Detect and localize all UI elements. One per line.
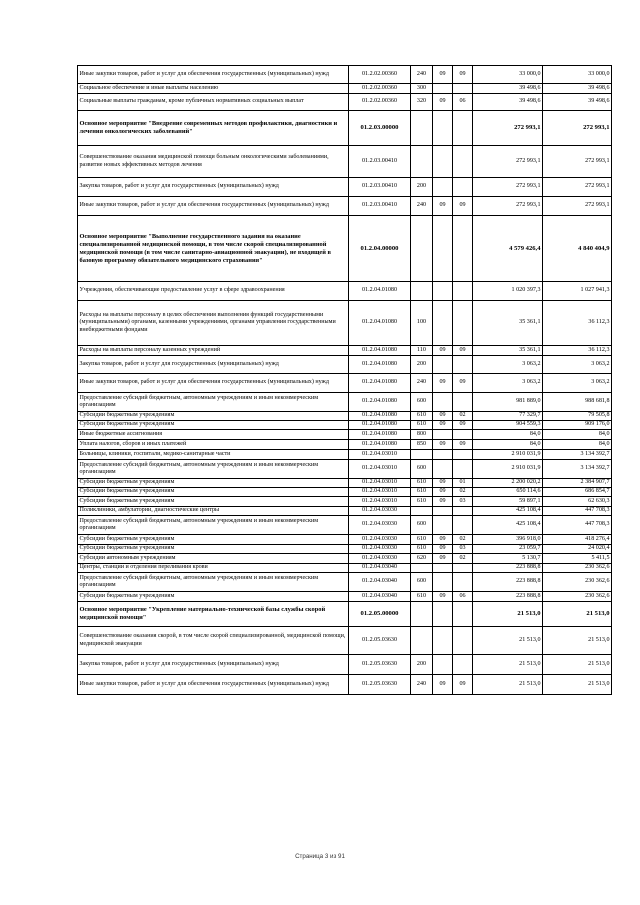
table-row xyxy=(78,535,612,545)
expense-type-code: 610 xyxy=(411,488,433,497)
expense-name: Основное мероприятие "Укрепление материально-технической базы службы скорой медицинской помощи" xyxy=(78,602,349,627)
expense-name: Совершенствование оказания медицинской помощи больным онкологическими заболеваниями, развитие новых эффективных методов лечения xyxy=(78,146,349,178)
amount-year-1: 425 108,4 xyxy=(473,516,543,535)
expense-type-code: 800 xyxy=(411,430,433,440)
target-article-code: 01.2.03.00410 xyxy=(349,197,411,216)
amount-year-2: 3 063,2 xyxy=(543,374,612,393)
expense-name: Больницы, клиники, госпитали, медико-санитарные части xyxy=(78,450,349,460)
amount-year-2: 230 362,6 xyxy=(543,592,612,602)
target-article-code: 01.2.04.03010 xyxy=(349,460,411,479)
expense-name: Расходы на выплаты персоналу казенных учреждений xyxy=(78,346,349,356)
subsection-code xyxy=(453,216,473,282)
expense-name: Субсидии бюджетным учреждениям xyxy=(78,421,349,430)
target-article-code: 01.2.04.01080 xyxy=(349,412,411,421)
target-article-code: 01.2.05.00000 xyxy=(349,602,411,627)
target-article-code: 01.2.05.03630 xyxy=(349,655,411,675)
section-code: 09 xyxy=(433,535,453,545)
subsection-code xyxy=(453,111,473,146)
target-article-code: 01.2.02.00360 xyxy=(349,94,411,111)
expense-type-code: 600 xyxy=(411,516,433,535)
expense-name: Социальные выплаты гражданам, кроме публичных нормативных социальных выплат xyxy=(78,94,349,111)
target-article-code: 01.2.04.00000 xyxy=(349,216,411,282)
subsection-code xyxy=(453,655,473,675)
target-article-code: 01.2.04.03030 xyxy=(349,507,411,516)
section-code: 09 xyxy=(433,545,453,554)
section-code: 09 xyxy=(433,374,453,393)
subsection-code: 09 xyxy=(453,421,473,430)
subsection-code xyxy=(453,393,473,412)
expense-name: Субсидии бюджетным учреждениям xyxy=(78,479,349,488)
expense-name: Субсидии бюджетным учреждениям xyxy=(78,545,349,554)
section-code xyxy=(433,146,453,178)
amount-year-1: 2 910 031,9 xyxy=(473,450,543,460)
table-row xyxy=(78,146,612,178)
expense-type-code: 600 xyxy=(411,573,433,592)
amount-year-2: 447 708,3 xyxy=(543,507,612,516)
amount-year-2: 988 681,8 xyxy=(543,393,612,412)
subsection-code: 09 xyxy=(453,675,473,695)
expense-type-code: 240 xyxy=(411,374,433,393)
amount-year-1: 21 513,0 xyxy=(473,675,543,695)
amount-year-2: 418 276,4 xyxy=(543,535,612,545)
amount-year-1: 2 200 020,2 xyxy=(473,479,543,488)
table-row xyxy=(78,554,612,564)
table-row xyxy=(78,178,612,197)
expense-name: Субсидии бюджетным учреждениям xyxy=(78,412,349,421)
subsection-code: 09 xyxy=(453,440,473,450)
target-article-code: 01.2.04.01080 xyxy=(349,393,411,412)
table-row xyxy=(78,197,612,216)
amount-year-2: 272 993,1 xyxy=(543,111,612,146)
expense-name: Предоставление субсидий бюджетным, автономным учреждениям и иным некоммерческим организациям xyxy=(78,573,349,592)
amount-year-1: 21 513,0 xyxy=(473,602,543,627)
expense-name: Предоставление субсидий бюджетным, автономным учреждениям и иным некоммерческим организациям xyxy=(78,516,349,535)
section-code: 09 xyxy=(433,421,453,430)
amount-year-2: 1 027 941,3 xyxy=(543,282,612,301)
expense-type-code xyxy=(411,450,433,460)
table-row xyxy=(78,564,612,573)
section-code xyxy=(433,393,453,412)
section-code: 09 xyxy=(433,488,453,497)
section-code xyxy=(433,216,453,282)
amount-year-1: 223 888,8 xyxy=(473,573,543,592)
subsection-code: 06 xyxy=(453,94,473,111)
amount-year-1: 223 888,8 xyxy=(473,592,543,602)
expense-type-code: 600 xyxy=(411,393,433,412)
subsection-code xyxy=(453,602,473,627)
section-code xyxy=(433,84,453,94)
expense-name: Уплата налогов, сборов и иных платежей xyxy=(78,440,349,450)
subsection-code xyxy=(453,146,473,178)
subsection-code xyxy=(453,450,473,460)
amount-year-2: 230 362,6 xyxy=(543,564,612,573)
expense-type-code: 610 xyxy=(411,497,433,507)
amount-year-1: 1 020 397,3 xyxy=(473,282,543,301)
expense-type-code: 240 xyxy=(411,197,433,216)
target-article-code: 01.2.04.03010 xyxy=(349,488,411,497)
expense-type-code xyxy=(411,602,433,627)
section-code: 09 xyxy=(433,197,453,216)
expense-name: Закупка товаров, работ и услуг для государственных (муниципальных) нужд xyxy=(78,178,349,197)
target-article-code: 01.2.04.01080 xyxy=(349,346,411,356)
section-code xyxy=(433,356,453,374)
amount-year-1: 59 897,1 xyxy=(473,497,543,507)
target-article-code: 01.2.04.03040 xyxy=(349,573,411,592)
section-code xyxy=(433,516,453,535)
amount-year-2: 21 513,0 xyxy=(543,655,612,675)
subsection-code xyxy=(453,356,473,374)
amount-year-1: 21 513,0 xyxy=(473,655,543,675)
amount-year-1: 5 130,7 xyxy=(473,554,543,564)
target-article-code: 01.2.02.00360 xyxy=(349,66,411,84)
section-code xyxy=(433,282,453,301)
amount-year-1: 396 918,0 xyxy=(473,535,543,545)
amount-year-2: 36 112,3 xyxy=(543,346,612,356)
amount-year-2: 272 993,1 xyxy=(543,146,612,178)
amount-year-1: 3 063,2 xyxy=(473,356,543,374)
table-row xyxy=(78,84,612,94)
target-article-code: 01.2.04.01080 xyxy=(349,440,411,450)
table-row xyxy=(78,66,612,84)
expense-name: Предоставление субсидий бюджетным, автономным учреждениям и иным некоммерческим организациям xyxy=(78,460,349,479)
expense-name: Субсидии автономным учреждениям xyxy=(78,554,349,564)
table-row xyxy=(78,216,612,282)
expense-type-code: 610 xyxy=(411,479,433,488)
amount-year-1: 39 498,6 xyxy=(473,94,543,111)
section-code: 09 xyxy=(433,440,453,450)
table-row xyxy=(78,412,612,421)
amount-year-1: 35 361,1 xyxy=(473,301,543,346)
target-article-code: 01.2.04.03030 xyxy=(349,535,411,545)
subsection-code xyxy=(453,84,473,94)
target-article-code: 01.2.04.01080 xyxy=(349,421,411,430)
expense-type-code xyxy=(411,111,433,146)
table-row xyxy=(78,460,612,479)
target-article-code: 01.2.04.03010 xyxy=(349,479,411,488)
amount-year-2: 33 000,0 xyxy=(543,66,612,84)
section-code xyxy=(433,573,453,592)
expense-type-code xyxy=(411,282,433,301)
section-code xyxy=(433,301,453,346)
amount-year-1: 84,0 xyxy=(473,440,543,450)
table-row xyxy=(78,655,612,675)
target-article-code: 01.2.04.01080 xyxy=(349,301,411,346)
expense-type-code: 240 xyxy=(411,675,433,695)
table-row xyxy=(78,111,612,146)
subsection-code: 09 xyxy=(453,66,473,84)
target-article-code: 01.2.03.00410 xyxy=(349,178,411,197)
amount-year-2: 447 708,3 xyxy=(543,516,612,535)
expense-name: Субсидии бюджетным учреждениям xyxy=(78,535,349,545)
table-row xyxy=(78,356,612,374)
expense-type-code: 200 xyxy=(411,356,433,374)
amount-year-2: 21 513,0 xyxy=(543,675,612,695)
amount-year-2: 3 134 392,7 xyxy=(543,460,612,479)
subsection-code xyxy=(453,178,473,197)
expense-type-code: 600 xyxy=(411,460,433,479)
target-article-code: 01.2.05.03630 xyxy=(349,627,411,655)
section-code xyxy=(433,627,453,655)
target-article-code: 01.2.04.03010 xyxy=(349,450,411,460)
section-code xyxy=(433,564,453,573)
target-article-code: 01.2.04.03040 xyxy=(349,564,411,573)
amount-year-1: 35 361,1 xyxy=(473,346,543,356)
page-footer: Страница 3 из 91 xyxy=(295,853,345,860)
subsection-code: 03 xyxy=(453,545,473,554)
expense-name: Закупка товаров, работ и услуг для государственных (муниципальных) нужд xyxy=(78,356,349,374)
amount-year-2: 39 498,6 xyxy=(543,84,612,94)
table-row xyxy=(78,282,612,301)
amount-year-1: 272 993,1 xyxy=(473,178,543,197)
section-code: 09 xyxy=(433,554,453,564)
amount-year-2: 21 513,0 xyxy=(543,602,612,627)
expense-name: Иные закупки товаров, работ и услуг для обеспечения государственных (муниципальных) нужд xyxy=(78,675,349,695)
expense-type-code: 610 xyxy=(411,421,433,430)
expense-type-code xyxy=(411,146,433,178)
section-code: 09 xyxy=(433,346,453,356)
expense-name: Субсидии бюджетным учреждениям xyxy=(78,497,349,507)
amount-year-2: 3 134 392,7 xyxy=(543,450,612,460)
amount-year-1: 272 993,1 xyxy=(473,197,543,216)
amount-year-1: 223 888,8 xyxy=(473,564,543,573)
subsection-code: 09 xyxy=(453,197,473,216)
amount-year-2: 79 505,8 xyxy=(543,412,612,421)
table-row xyxy=(78,479,612,488)
amount-year-2: 4 840 404,9 xyxy=(543,216,612,282)
subsection-code xyxy=(453,507,473,516)
section-code xyxy=(433,450,453,460)
section-code: 09 xyxy=(433,94,453,111)
amount-year-1: 425 108,4 xyxy=(473,507,543,516)
subsection-code xyxy=(453,573,473,592)
table-row xyxy=(78,507,612,516)
section-code xyxy=(433,655,453,675)
amount-year-1: 3 063,2 xyxy=(473,374,543,393)
expense-name: Основное мероприятие "Выполнение государственного задания на оказание специализированной медицинской помощи, в том числе скорой специализированной медицинской помощи (в том числе санитарно-авиационной эвакуации), не входящей в базовую программу обязательного медицинского страхования" xyxy=(78,216,349,282)
subsection-code: 03 xyxy=(453,497,473,507)
target-article-code: 01.2.05.03630 xyxy=(349,675,411,695)
expense-type-code: 850 xyxy=(411,440,433,450)
subsection-code xyxy=(453,282,473,301)
amount-year-2: 36 112,3 xyxy=(543,301,612,346)
expense-name: Субсидии бюджетным учреждениям xyxy=(78,592,349,602)
amount-year-2: 686 854,7 xyxy=(543,488,612,497)
target-article-code: 01.2.02.00360 xyxy=(349,84,411,94)
expense-name: Совершенствование оказания скорой, в том числе скорой специализированной, медицинской помощи, медицинской эвакуации xyxy=(78,627,349,655)
table-row xyxy=(78,430,612,440)
table-row xyxy=(78,592,612,602)
amount-year-1: 33 000,0 xyxy=(473,66,543,84)
table-row xyxy=(78,301,612,346)
section-code xyxy=(433,430,453,440)
section-code: 09 xyxy=(433,412,453,421)
expense-name: Учреждения, обеспечивающие предоставление услуг в сфере здравоохранения xyxy=(78,282,349,301)
amount-year-1: 84,0 xyxy=(473,430,543,440)
amount-year-1: 39 498,6 xyxy=(473,84,543,94)
target-article-code: 01.2.04.01080 xyxy=(349,282,411,301)
amount-year-1: 4 579 426,4 xyxy=(473,216,543,282)
target-article-code: 01.2.04.01080 xyxy=(349,374,411,393)
expense-name: Иные закупки товаров, работ и услуг для обеспечения государственных (муниципальных) нужд xyxy=(78,66,349,84)
target-article-code: 01.2.04.03030 xyxy=(349,516,411,535)
section-code xyxy=(433,111,453,146)
expense-type-code xyxy=(411,627,433,655)
target-article-code: 01.2.04.03030 xyxy=(349,545,411,554)
table-row xyxy=(78,602,612,627)
expense-type-code xyxy=(411,564,433,573)
subsection-code xyxy=(453,430,473,440)
amount-year-2: 84,0 xyxy=(543,440,612,450)
amount-year-1: 2 910 031,9 xyxy=(473,460,543,479)
expense-name: Центры, станции и отделения переливания крови xyxy=(78,564,349,573)
expense-name: Расходы на выплаты персоналу в целях обеспечения выполнения функций государственными (муниципальными) органами, казенными учреждениями, органами управления государственными внебюджетными фондами xyxy=(78,301,349,346)
target-article-code: 01.2.04.03010 xyxy=(349,497,411,507)
table-row xyxy=(78,94,612,111)
amount-year-1: 272 993,1 xyxy=(473,146,543,178)
table-row xyxy=(78,374,612,393)
target-article-code: 01.2.04.03040 xyxy=(349,592,411,602)
expense-name: Предоставление субсидий бюджетным, автономным учреждениям и иным некоммерческим организациям xyxy=(78,393,349,412)
expense-name: Иные закупки товаров, работ и услуг для обеспечения государственных (муниципальных) нужд xyxy=(78,374,349,393)
expense-name: Закупка товаров, работ и услуг для государственных (муниципальных) нужд xyxy=(78,655,349,675)
table-row xyxy=(78,488,612,497)
expense-name: Поликлиники, амбулатории, диагностические центры xyxy=(78,507,349,516)
target-article-code: 01.2.04.01080 xyxy=(349,430,411,440)
section-code xyxy=(433,507,453,516)
section-code xyxy=(433,178,453,197)
target-article-code: 01.2.04.01080 xyxy=(349,356,411,374)
amount-year-1: 272 993,1 xyxy=(473,111,543,146)
target-article-code: 01.2.03.00000 xyxy=(349,111,411,146)
expense-type-code: 610 xyxy=(411,545,433,554)
amount-year-2: 272 993,1 xyxy=(543,178,612,197)
table-row xyxy=(78,393,612,412)
subsection-code: 09 xyxy=(453,346,473,356)
amount-year-2: 5 411,5 xyxy=(543,554,612,564)
subsection-code xyxy=(453,564,473,573)
expense-type-code: 100 xyxy=(411,301,433,346)
expense-type-code: 110 xyxy=(411,346,433,356)
table-row xyxy=(78,346,612,356)
expense-type-code: 620 xyxy=(411,554,433,564)
subsection-code: 02 xyxy=(453,535,473,545)
table-row xyxy=(78,440,612,450)
expense-name: Иные закупки товаров, работ и услуг для обеспечения государственных (муниципальных) нужд xyxy=(78,197,349,216)
table-row xyxy=(78,627,612,655)
subsection-code: 01 xyxy=(453,479,473,488)
target-article-code: 01.2.04.03030 xyxy=(349,554,411,564)
table-row xyxy=(78,421,612,430)
amount-year-2: 909 176,0 xyxy=(543,421,612,430)
amount-year-2: 39 498,6 xyxy=(543,94,612,111)
expense-type-code: 610 xyxy=(411,592,433,602)
amount-year-2: 84,0 xyxy=(543,430,612,440)
expense-type-code: 200 xyxy=(411,178,433,197)
expense-name: Субсидии бюджетным учреждениям xyxy=(78,488,349,497)
amount-year-2: 21 513,0 xyxy=(543,627,612,655)
section-code: 09 xyxy=(433,592,453,602)
subsection-code xyxy=(453,627,473,655)
table-row xyxy=(78,545,612,554)
amount-year-2: 62 630,3 xyxy=(543,497,612,507)
subsection-code xyxy=(453,301,473,346)
expense-type-code: 610 xyxy=(411,535,433,545)
amount-year-2: 24 020,4 xyxy=(543,545,612,554)
subsection-code: 02 xyxy=(453,488,473,497)
expense-type-code: 610 xyxy=(411,412,433,421)
section-code xyxy=(433,460,453,479)
expense-type-code xyxy=(411,216,433,282)
section-code: 09 xyxy=(433,675,453,695)
amount-year-2: 2 384 907,7 xyxy=(543,479,612,488)
table-row xyxy=(78,675,612,695)
subsection-code: 09 xyxy=(453,374,473,393)
table-row xyxy=(78,516,612,535)
subsection-code: 06 xyxy=(453,592,473,602)
table-row xyxy=(78,497,612,507)
subsection-code: 02 xyxy=(453,554,473,564)
subsection-code xyxy=(453,460,473,479)
table-row xyxy=(78,450,612,460)
amount-year-2: 3 063,2 xyxy=(543,356,612,374)
section-code: 09 xyxy=(433,479,453,488)
target-article-code: 01.2.03.00410 xyxy=(349,146,411,178)
expense-name: Иные бюджетные ассигнования xyxy=(78,430,349,440)
subsection-code: 02 xyxy=(453,412,473,421)
expense-name: Социальное обеспечение и иные выплаты населению xyxy=(78,84,349,94)
amount-year-1: 650 114,6 xyxy=(473,488,543,497)
expense-type-code xyxy=(411,507,433,516)
expense-type-code: 240 xyxy=(411,66,433,84)
subsection-code xyxy=(453,516,473,535)
expense-type-code: 320 xyxy=(411,94,433,111)
table-row xyxy=(78,573,612,592)
amount-year-2: 272 993,1 xyxy=(543,197,612,216)
amount-year-1: 981 889,0 xyxy=(473,393,543,412)
budget-table xyxy=(77,65,612,695)
expense-type-code: 200 xyxy=(411,655,433,675)
amount-year-1: 77 329,7 xyxy=(473,412,543,421)
amount-year-1: 21 513,0 xyxy=(473,627,543,655)
amount-year-2: 230 362,6 xyxy=(543,573,612,592)
section-code: 09 xyxy=(433,66,453,84)
expense-type-code: 300 xyxy=(411,84,433,94)
amount-year-1: 904 559,3 xyxy=(473,421,543,430)
section-code: 09 xyxy=(433,497,453,507)
amount-year-1: 23 059,7 xyxy=(473,545,543,554)
expense-name: Основное мероприятие "Внедрение современных методов профилактики, диагностики и лечения онкологических заболеваний" xyxy=(78,111,349,146)
section-code xyxy=(433,602,453,627)
